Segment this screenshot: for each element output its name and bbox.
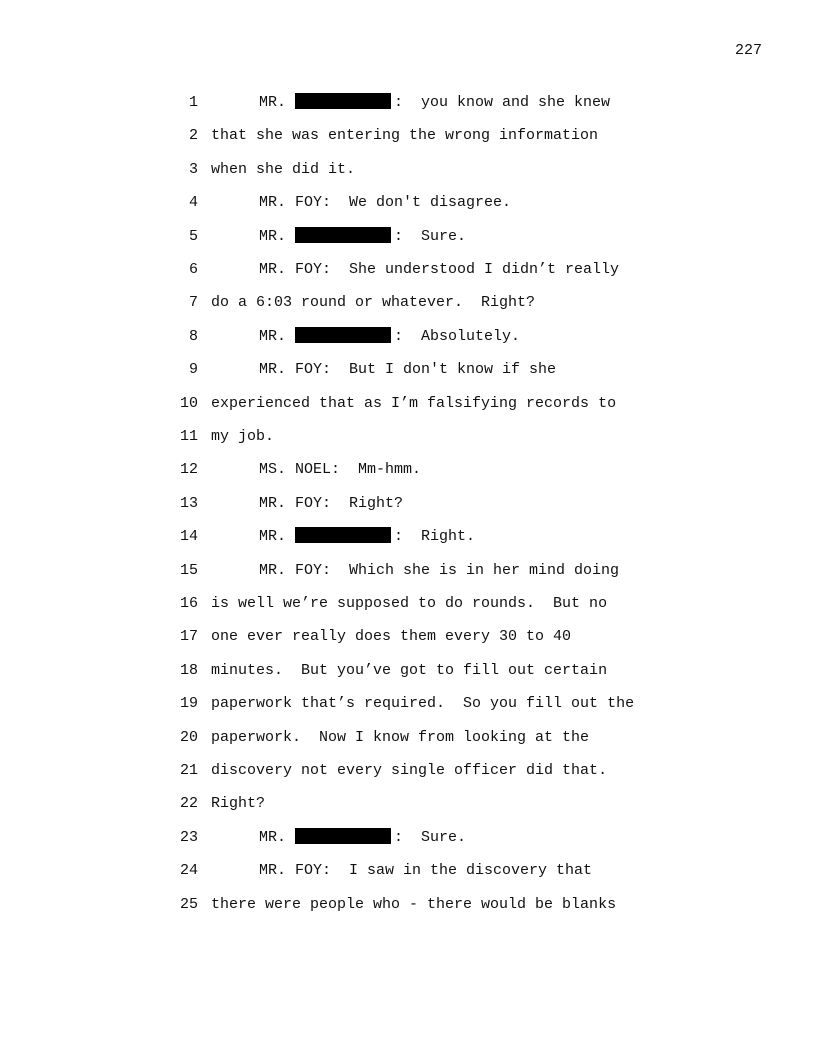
line-text	[259, 487, 403, 520]
line-text	[211, 420, 274, 453]
line-number: 10	[179, 394, 198, 412]
line-text	[259, 520, 475, 553]
line-text	[211, 387, 616, 420]
line-content: MR. FOY: Right?	[259, 494, 404, 512]
line-number: 15	[179, 561, 198, 579]
line-number: 6	[188, 261, 198, 278]
line-content: : Sure.	[394, 828, 467, 846]
line-content: when she did it.	[211, 160, 356, 178]
line-text	[211, 787, 265, 820]
line-text	[211, 687, 634, 720]
line-number: 24	[179, 862, 198, 880]
line-text	[259, 220, 466, 253]
line-number: 25	[179, 895, 198, 913]
redaction-box	[295, 828, 391, 844]
line-content: : Absolutely.	[394, 327, 521, 345]
line-number: 19	[179, 695, 198, 713]
line-content: paperwork that’s required. So you fill out the	[211, 695, 635, 713]
line-number: 20	[179, 728, 198, 746]
line-text	[211, 721, 589, 754]
line-content: MR. FOY: I saw in the discovery that	[259, 862, 593, 880]
speaker-label: MR.	[259, 828, 296, 846]
line-number: 22	[179, 795, 198, 813]
line-content: MR. FOY: She understood I didn’t really	[259, 261, 620, 278]
line-number: 18	[179, 661, 198, 679]
line-content: experienced that as I’m falsifying records to	[211, 394, 617, 412]
line-text	[259, 320, 520, 353]
line-content: MS. NOEL: Mm-hmm.	[259, 461, 422, 479]
line-number: 3	[188, 160, 198, 178]
line-number: 16	[179, 595, 198, 612]
line-content: : you know and she knew	[394, 94, 611, 111]
line-text	[259, 554, 619, 587]
line-text	[259, 186, 511, 219]
line-text	[211, 620, 571, 653]
line-text	[259, 253, 619, 286]
line-text	[259, 854, 592, 887]
line-number: 23	[179, 828, 198, 846]
line-number: 13	[179, 494, 198, 512]
line-content: do a 6:03 round or whatever. Right?	[211, 294, 536, 312]
speaker-label: MR.	[259, 327, 296, 345]
line-content: there were people who - there would be blanks	[211, 895, 617, 913]
redaction-box	[295, 227, 391, 243]
line-content: MR. FOY: But I don't know if she	[259, 361, 557, 379]
line-content: discovery not every single officer did that.	[211, 762, 608, 779]
line-text	[211, 888, 616, 921]
line-number: 9	[188, 361, 198, 379]
line-content: MR. FOY: We don't disagree.	[259, 194, 512, 212]
line-number: 1	[188, 94, 198, 111]
line-number: 4	[188, 194, 198, 212]
line-text	[211, 153, 355, 186]
line-content: : Sure.	[394, 227, 467, 245]
line-number: 17	[179, 628, 198, 646]
speaker-label: MR.	[259, 227, 296, 245]
redaction-box	[295, 327, 391, 343]
line-number: 7	[188, 294, 198, 312]
line-number: 12	[179, 461, 198, 479]
redaction-box	[295, 527, 391, 543]
line-number: 5	[188, 227, 198, 245]
line-text	[211, 587, 607, 620]
page-number: 227	[734, 42, 762, 59]
line-number: 2	[188, 127, 198, 145]
line-number: 11	[179, 428, 198, 445]
line-content: my job.	[211, 428, 275, 445]
line-number: 14	[179, 528, 198, 546]
line-text	[259, 353, 556, 386]
line-content: one ever really does them every 30 to 40	[211, 628, 572, 646]
line-content: minutes. But you’ve got to fill out certain	[211, 661, 608, 679]
line-number: 21	[179, 762, 198, 779]
line-number: 8	[188, 327, 198, 345]
line-text	[211, 654, 607, 687]
speaker-label: MR.	[259, 528, 296, 546]
line-content: is well we’re supposed to do rounds. But no	[211, 595, 608, 612]
line-content: Right?	[211, 795, 266, 813]
line-content: paperwork. Now I know from looking at the	[211, 728, 590, 746]
line-text	[259, 86, 610, 119]
line-text	[211, 119, 598, 152]
line-text	[259, 453, 421, 486]
line-text	[211, 286, 535, 319]
line-content: that she was entering the wrong information	[211, 127, 599, 145]
line-content: MR. FOY: Which she is in her mind doing	[259, 561, 620, 579]
speaker-label: MR.	[259, 94, 296, 111]
line-content: : Right.	[394, 528, 476, 546]
redaction-box	[295, 93, 391, 109]
line-text	[259, 821, 466, 854]
line-text	[211, 754, 607, 787]
